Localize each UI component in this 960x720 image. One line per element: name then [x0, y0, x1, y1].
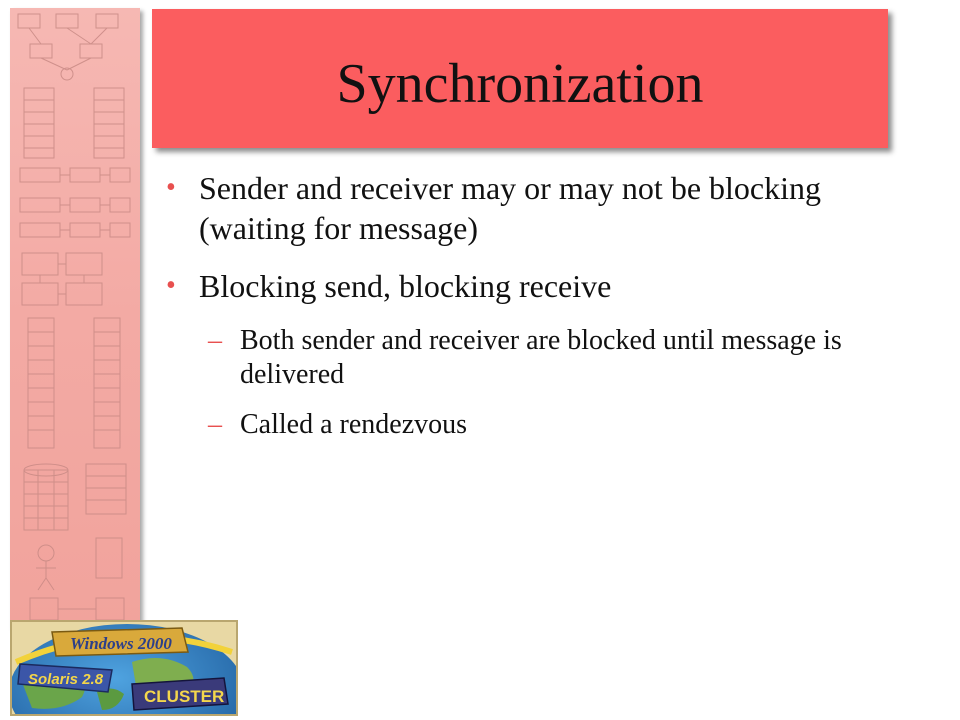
slide-content	[166, 168, 896, 458]
os-architecture-diagram-icon	[10, 8, 140, 628]
globe-logo-icon	[10, 620, 238, 716]
sub-bullet-marker: –	[208, 409, 222, 440]
bullet-marker: •	[166, 172, 176, 203]
bullet-item	[166, 266, 896, 306]
sub-bullet-text: Both sender and receiver are blocked until message is delivered	[240, 325, 842, 390]
bullet-text: Blocking send, blocking receive	[199, 268, 612, 304]
bullet-marker: •	[166, 270, 176, 301]
bullet-item	[166, 168, 896, 248]
title-banner	[152, 9, 888, 148]
sub-bullet-item	[166, 324, 896, 392]
slide-title: Synchronization	[336, 52, 704, 115]
svg-text:Solaris 2.8: Solaris 2.8	[28, 671, 104, 688]
sub-bullet-text: Called a rendezvous	[240, 409, 468, 440]
bullet-text: Sender and receiver may or may not be blocking (waiting for message)	[199, 170, 821, 246]
sub-bullet-item	[166, 408, 896, 442]
sub-bullet-marker: –	[208, 325, 222, 356]
svg-text:Windows 2000: Windows 2000	[70, 634, 172, 653]
svg-text:CLUSTER: CLUSTER	[144, 687, 225, 706]
